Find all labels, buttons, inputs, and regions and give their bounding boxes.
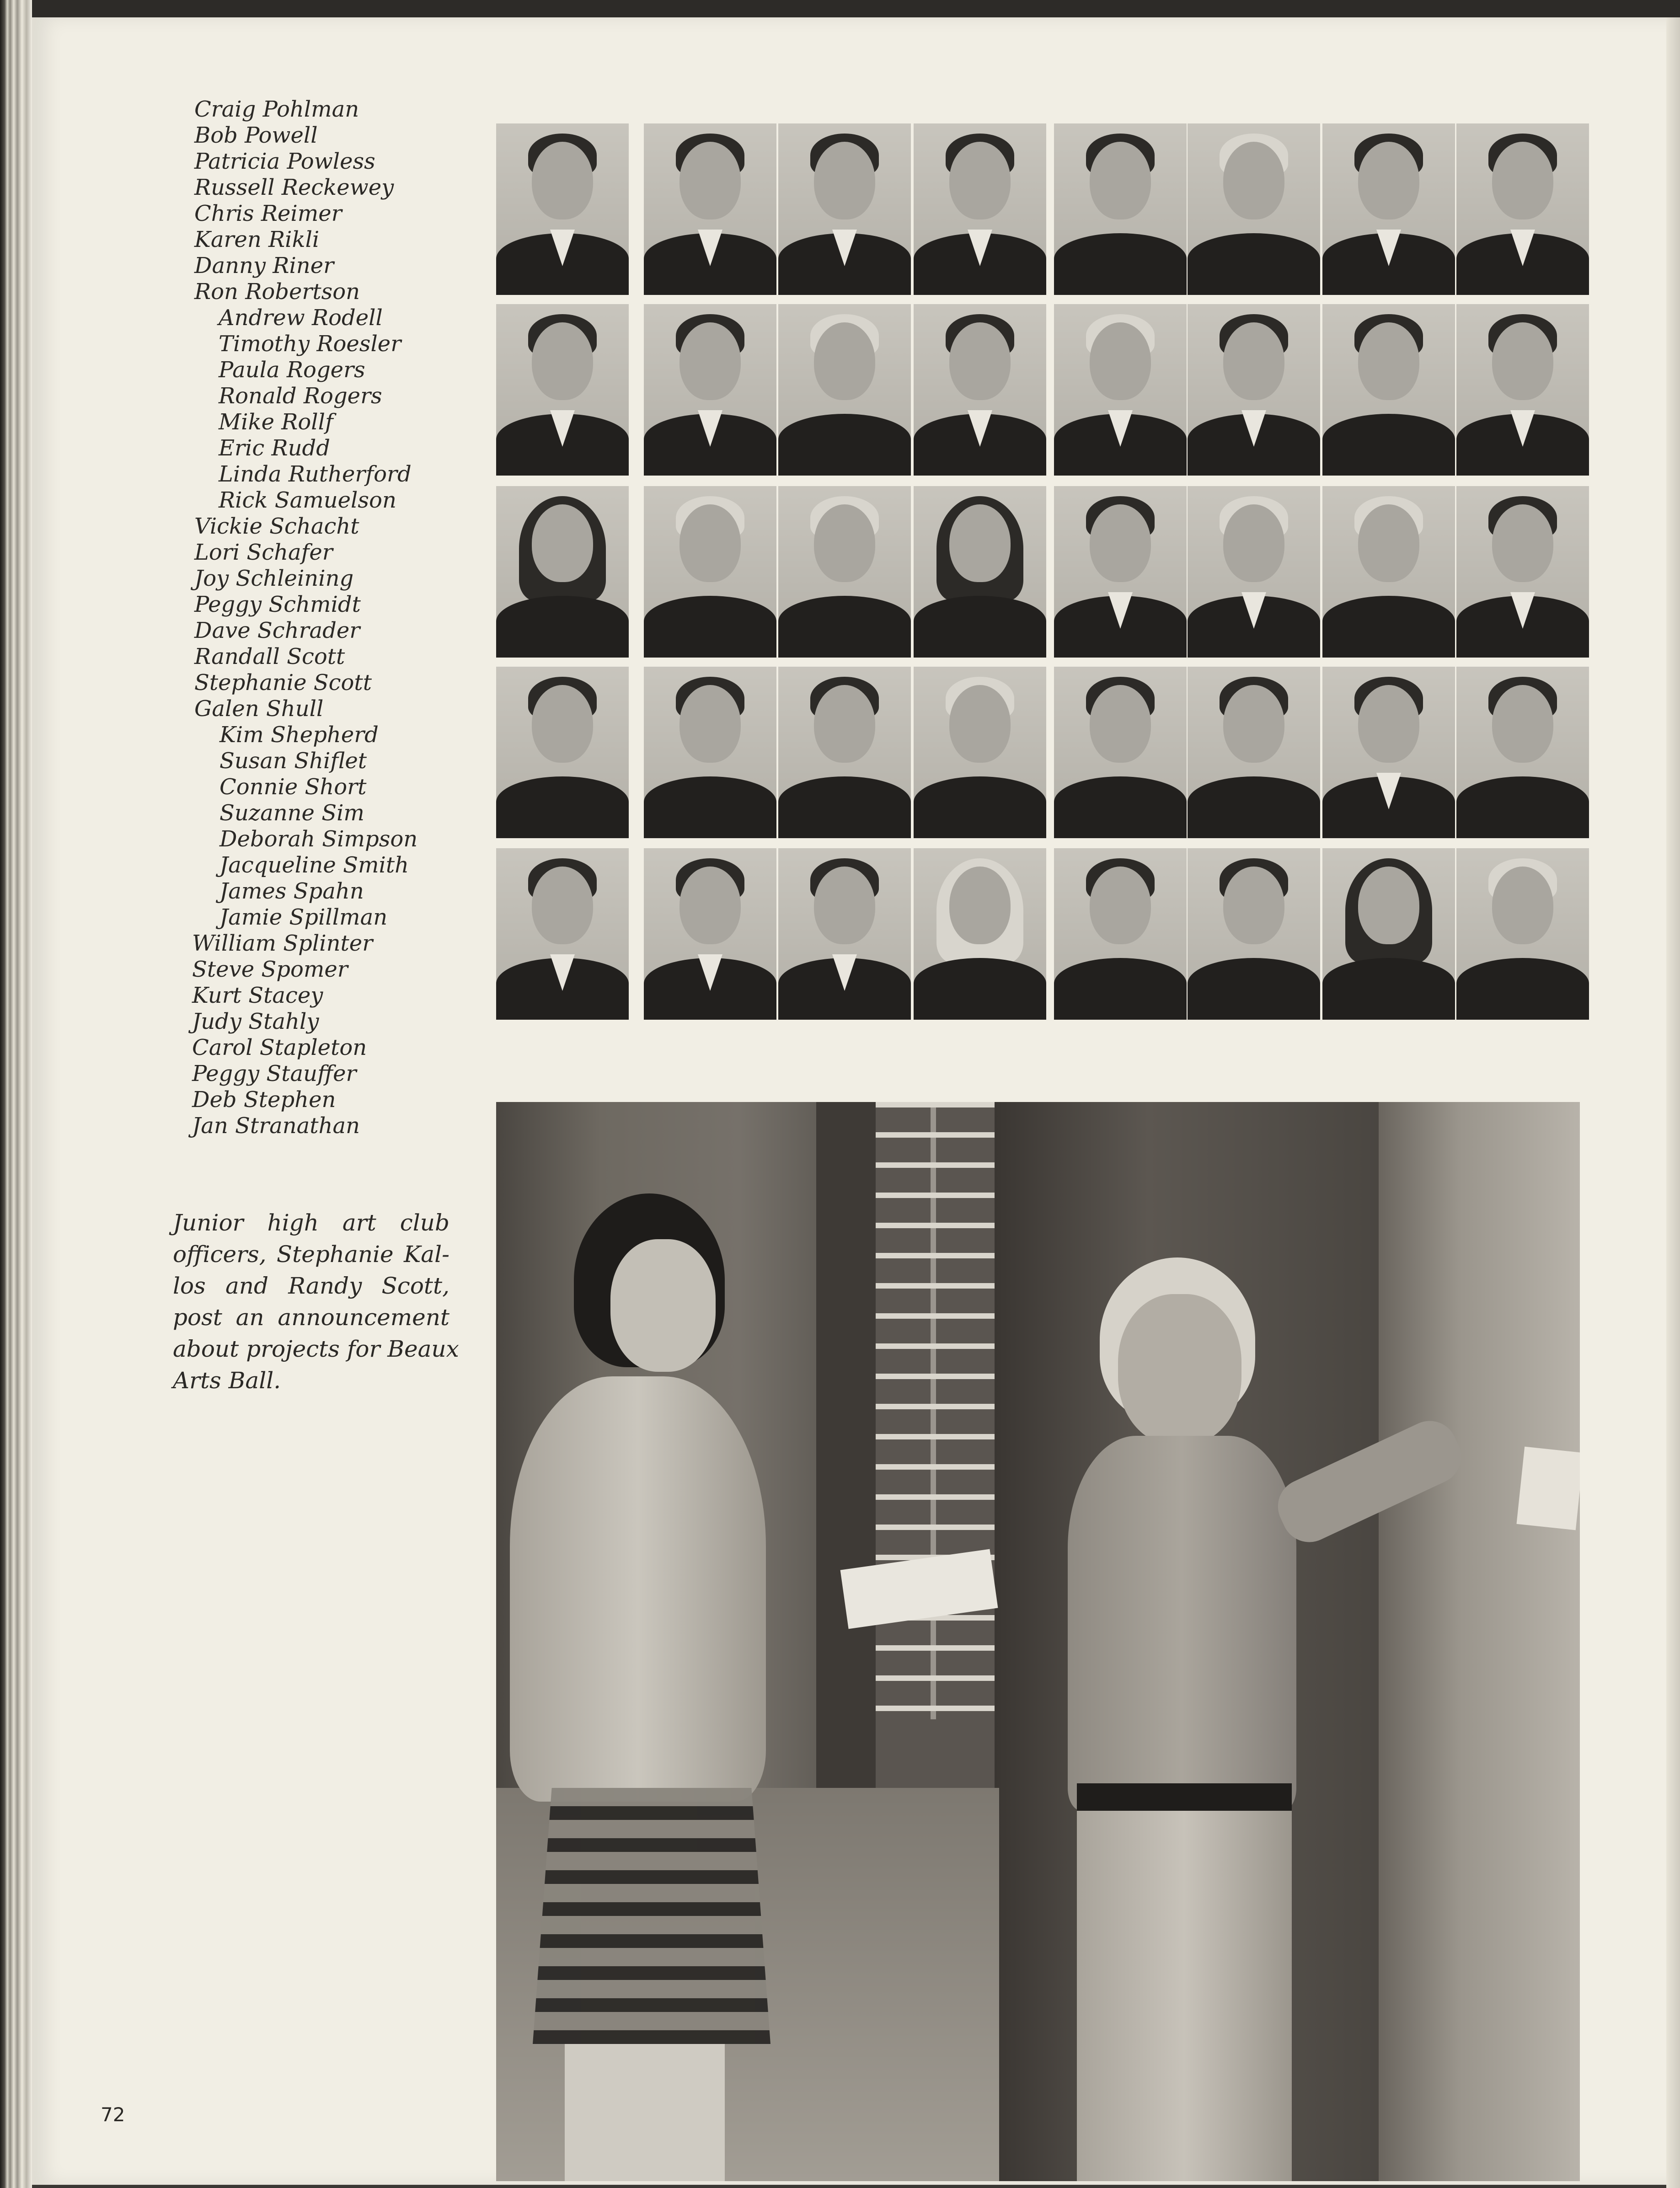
student-portrait bbox=[1456, 304, 1589, 476]
student-portrait bbox=[1322, 667, 1455, 838]
page-right-edge bbox=[1666, 17, 1680, 2188]
student-portrait bbox=[1188, 304, 1320, 476]
student-name: Chris Reimer bbox=[194, 201, 342, 226]
student-name: Linda Rutherford bbox=[219, 461, 412, 487]
student-name: Steve Spomer bbox=[192, 957, 348, 982]
student-name: Randall Scott bbox=[194, 644, 345, 669]
student-name: Lori Schafer bbox=[194, 540, 333, 565]
student-name: Vickie Schacht bbox=[194, 514, 359, 539]
student-portrait bbox=[644, 848, 776, 1020]
student-name: Jamie Spillman bbox=[219, 904, 388, 930]
student-portrait bbox=[644, 123, 776, 295]
student-portrait bbox=[914, 304, 1046, 476]
page-number: 72 bbox=[101, 2103, 125, 2126]
student-portrait bbox=[914, 486, 1046, 658]
student-name: Ron Robertson bbox=[194, 279, 360, 305]
student-portrait bbox=[496, 304, 629, 476]
student-portrait bbox=[1322, 304, 1455, 476]
student-name: Deb Stephen bbox=[192, 1087, 336, 1113]
caption-line: post an announcement bbox=[173, 1304, 449, 1331]
student-portrait bbox=[644, 486, 776, 658]
student-name: Carol Stapleton bbox=[192, 1035, 367, 1060]
student-portrait bbox=[778, 123, 911, 295]
student-name: Paula Rogers bbox=[219, 357, 365, 383]
caption-line: about projects for Beaux bbox=[173, 1336, 459, 1362]
art-club-photo bbox=[496, 1102, 1580, 2181]
student-name: Russell Reckewey bbox=[194, 175, 394, 200]
student-portrait bbox=[778, 667, 911, 838]
student-portrait bbox=[496, 848, 629, 1020]
caption-line: Junior high art club bbox=[173, 1209, 449, 1236]
student-portrait bbox=[1322, 486, 1455, 658]
student-name: Eric Rudd bbox=[219, 435, 330, 461]
student-name: Stephanie Scott bbox=[194, 670, 372, 695]
student-portrait bbox=[778, 848, 911, 1020]
book-binding bbox=[0, 0, 32, 2188]
student-portrait bbox=[914, 667, 1046, 838]
student-name: Danny Riner bbox=[194, 253, 334, 278]
student-portrait bbox=[914, 123, 1046, 295]
scan-top-edge bbox=[0, 0, 1680, 17]
student-portrait bbox=[496, 123, 629, 295]
photo-caption bbox=[173, 1207, 459, 1396]
student-name: Peggy Schmidt bbox=[194, 592, 361, 617]
student-portrait bbox=[778, 486, 911, 658]
student-portrait bbox=[1322, 123, 1455, 295]
student-name: Patricia Powless bbox=[194, 149, 375, 174]
student-name: Deborah Simpson bbox=[219, 826, 418, 852]
caption-line: Arts Ball. bbox=[173, 1367, 281, 1394]
student-portrait bbox=[1054, 123, 1187, 295]
student-name: Jacqueline Smith bbox=[219, 852, 409, 878]
student-name: William Splinter bbox=[192, 931, 373, 956]
student-portrait bbox=[1322, 848, 1455, 1020]
student-portrait bbox=[1456, 123, 1589, 295]
student-name: Andrew Rodell bbox=[219, 305, 383, 331]
student-name: Joy Schleining bbox=[194, 566, 354, 591]
student-portrait bbox=[1456, 486, 1589, 658]
student-name: Mike Rollf bbox=[219, 409, 333, 435]
student-name: Dave Schrader bbox=[194, 618, 360, 643]
student-portrait bbox=[1188, 848, 1320, 1020]
student-name: Kim Shepherd bbox=[219, 722, 379, 748]
student-name: Judy Stahly bbox=[192, 1009, 319, 1034]
student-portrait bbox=[1456, 848, 1589, 1020]
student-portrait bbox=[1188, 667, 1320, 838]
student-name: Peggy Stauffer bbox=[192, 1061, 357, 1086]
student-portrait bbox=[1054, 304, 1187, 476]
student-name: Rick Samuelson bbox=[219, 487, 396, 513]
student-name: Timothy Roesler bbox=[219, 331, 401, 357]
caption-line: officers, Stephanie Kal- bbox=[173, 1241, 449, 1268]
student-portrait bbox=[914, 848, 1046, 1020]
student-portrait bbox=[1054, 848, 1187, 1020]
student-portrait bbox=[1054, 486, 1187, 658]
student-name: Jan Stranathan bbox=[192, 1113, 360, 1139]
student-name: Karen Rikli bbox=[194, 227, 320, 252]
student-name: Kurt Stacey bbox=[192, 983, 323, 1008]
student-portrait bbox=[644, 304, 776, 476]
student-name: Galen Shull bbox=[194, 696, 324, 722]
student-portrait bbox=[496, 667, 629, 838]
student-portrait bbox=[496, 486, 629, 658]
student-name: James Spahn bbox=[219, 878, 364, 904]
student-name: Suzanne Sim bbox=[219, 800, 364, 826]
student-name: Ronald Rogers bbox=[219, 383, 382, 409]
student-name: Craig Pohlman bbox=[194, 96, 359, 122]
student-portrait bbox=[1456, 667, 1589, 838]
student-portrait bbox=[644, 667, 776, 838]
student-portrait bbox=[1188, 486, 1320, 658]
student-name: Connie Short bbox=[219, 774, 367, 800]
student-portrait bbox=[1188, 123, 1320, 295]
student-name: Bob Powell bbox=[194, 123, 318, 148]
student-portrait bbox=[1054, 667, 1187, 838]
caption-line: los and Randy Scott, bbox=[173, 1273, 449, 1299]
student-portrait bbox=[778, 304, 911, 476]
student-name: Susan Shiflet bbox=[219, 748, 367, 774]
